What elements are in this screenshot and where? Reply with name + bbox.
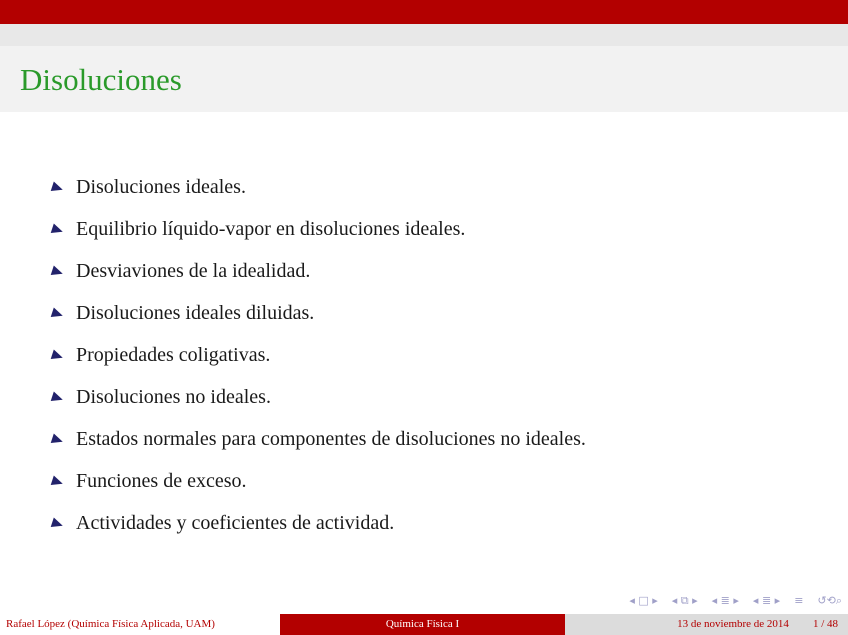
triangle-bullet-icon [51,224,65,237]
footer-course: Química Física I [280,614,565,635]
beamer-navigation [629,594,842,608]
triangle-bullet-icon [51,182,65,195]
footer-date: 13 de noviembre de 2014 [677,618,789,630]
footer-author: Rafael López (Química Física Aplicada, UAM) [0,614,280,635]
nav-subsection-icon[interactable]: ◂ ⧉ ▸ [671,594,698,607]
list-item [50,469,586,511]
header-strip [0,24,848,46]
list-item-text: Estados normales para componentes de disoluciones no ideales. [76,428,586,450]
list-item [50,301,586,343]
triangle-bullet-icon [51,308,65,321]
list-item [50,343,586,385]
list-item [50,385,586,427]
footer-right [565,614,848,635]
list-item-text: Actividades y coeficientes de actividad. [76,512,395,534]
triangle-bullet-icon [51,350,65,363]
list-item [50,175,586,217]
list-item-text: Propiedades coligativas. [76,344,271,366]
triangle-bullet-icon [51,476,65,489]
header-bar [0,0,848,24]
slide-title: Disoluciones [20,62,182,97]
nav-search-icon[interactable]: ↺⟲⌕ [817,594,842,607]
list-item-text: Disoluciones no ideales. [76,386,271,408]
topic-list [50,175,586,553]
triangle-bullet-icon [51,518,65,531]
list-item-text: Disoluciones ideales. [76,176,246,198]
triangle-bullet-icon [51,266,65,279]
triangle-bullet-icon [51,392,65,405]
triangle-bullet-icon [51,434,65,447]
footer-page-number: 1 / 48 [812,618,838,630]
list-item-text: Equilibrio líquido-vapor en disoluciones ideales. [76,218,466,240]
list-item-text: Funciones de exceso. [76,470,247,492]
nav-align-icon[interactable]: ≡ [794,594,804,607]
list-item [50,511,586,553]
list-item [50,217,586,259]
list-item [50,427,586,469]
footer [0,614,848,635]
nav-document-icon[interactable]: ◂ ≣ ▸ [752,594,781,607]
nav-section-icon[interactable]: ◂ ≣ ▸ [711,594,739,607]
list-item [50,259,586,301]
list-item-text: Disoluciones ideales diluidas. [76,302,315,324]
nav-frame-icon[interactable]: ◂ □ ▸ [629,594,658,607]
list-item-text: Desviaviones de la idealidad. [76,260,311,282]
